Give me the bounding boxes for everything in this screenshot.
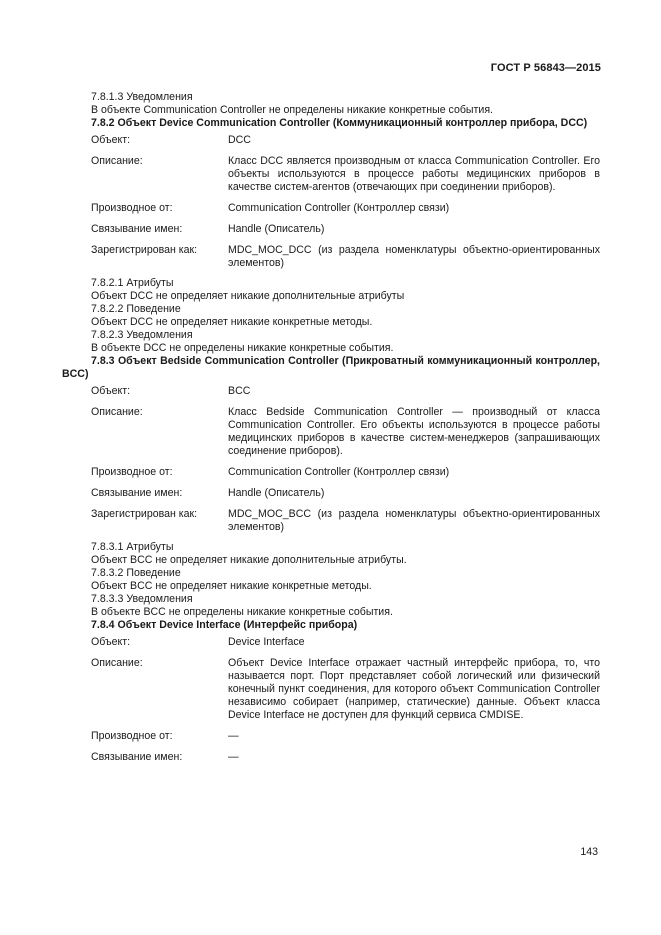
table-row [91, 406, 600, 458]
section-heading-device-interface: 7.8.4 Объект Device Interface (Интерфейс прибора) [91, 619, 358, 631]
row-label: Производное от: [91, 730, 173, 742]
table-row [91, 487, 600, 500]
table-row [91, 730, 600, 743]
subsection-text: В объекте BCC не определены никакие конкретные события. [91, 606, 393, 618]
definition-table-dcc [91, 134, 600, 270]
subsection-title: 7.8.2.2 Поведение [91, 303, 181, 315]
row-label: Связывание имен: [91, 223, 183, 235]
subsection-text: Объект DCC не определяет никакие дополнительные атрибуты [91, 290, 405, 302]
row-label: Объект: [91, 385, 131, 397]
document-header: ГОСТ Р 56843—2015 [490, 62, 601, 74]
subsection-title: 7.8.3.2 Поведение [91, 567, 181, 579]
row-value: Communication Controller (Контроллер связи) [228, 202, 450, 214]
section-heading-bcc: 7.8.3 Объект Bedside Communication Controller (Прикроватный коммуникационный контроллер, BCC) [62, 355, 600, 380]
row-label: Описание: [91, 406, 143, 418]
subsection-title: 7.8.3.3 Уведомления [91, 593, 193, 605]
subsection-text: В объекте DCC не определены никакие конкретные события. [91, 342, 394, 354]
table-row [91, 466, 600, 479]
section-heading-dcc: 7.8.2 Объект Device Communication Controller (Коммуникационный контроллер прибора, DCC) [91, 117, 588, 129]
row-value: BCC [228, 385, 251, 397]
table-row [91, 636, 600, 649]
table-row [91, 657, 600, 722]
subsection-text: Объект DCC не определяет никакие конкретные методы. [91, 316, 373, 328]
row-value: Handle (Описатель) [228, 223, 325, 235]
subsection-title: 7.8.2.1 Атрибуты [91, 277, 174, 289]
row-label: Производное от: [91, 202, 173, 214]
row-value: Класс Bedside Communication Controller — производный от класса Communication Controller. Его объекты используются в процессе работы медицинских приборов в качестве систем-менеджеров (запрашивающих соединение приборов). [228, 406, 600, 457]
row-label: Связывание имен: [91, 751, 183, 763]
subsection-text: Объект BCC не определяет никакие дополнительные атрибуты. [91, 554, 407, 566]
row-value: Класс DCC является производным от класса Communication Controller. Его объекты используются в процессе работы медицинских приборов в качестве систем-агентов (отвечающих при соединении приборов). [228, 155, 600, 193]
row-value: Объект Device Interface отражает частный интерфейс прибора, то, что называется порт. Порт представляет собой логический или физический конечный пункт соединения, для которого объект Communication Controller независимо собирает (например, статические) данные. Объект класса Device Interface не доступен для функций сервиса CMDISE. [228, 657, 600, 721]
row-label: Описание: [91, 155, 143, 167]
subsection-text: Объект BCC не определяет никакие конкретные методы. [91, 580, 372, 592]
row-label: Зарегистрирован как: [91, 244, 198, 256]
row-value: Communication Controller (Контроллер связи) [228, 466, 450, 478]
table-row [91, 751, 600, 764]
row-label: Связывание имен: [91, 487, 183, 499]
row-value: MDC_MOC_BCC (из раздела номенклатуры объектно-ориентированных элементов) [228, 508, 600, 533]
subsection-title: 7.8.2.3 Уведомления [91, 329, 193, 341]
table-row [91, 202, 600, 215]
row-value: — [228, 730, 239, 742]
table-row [91, 155, 600, 194]
row-label: Объект: [91, 134, 131, 146]
page-content [62, 91, 600, 771]
table-row [91, 244, 600, 270]
table-row [91, 223, 600, 236]
definition-table-device-interface [91, 636, 600, 764]
row-label: Описание: [91, 657, 143, 669]
row-value: Handle (Описатель) [228, 487, 325, 499]
subsection-title: 7.8.3.1 Атрибуты [91, 541, 174, 553]
row-value: DCC [228, 134, 251, 146]
row-label: Объект: [91, 636, 131, 648]
subsection-text: В объекте Communication Controller не определены никакие конкретные события. [91, 104, 493, 116]
row-label: Производное от: [91, 466, 173, 478]
definition-table-bcc [91, 385, 600, 534]
row-value: — [228, 751, 239, 763]
table-row [91, 508, 600, 534]
page-number: 143 [580, 846, 598, 858]
table-row [91, 385, 600, 398]
row-value: MDC_MOC_DCC (из раздела номенклатуры объектно-ориентированных элементов) [228, 244, 600, 269]
row-label: Зарегистрирован как: [91, 508, 198, 520]
subsection-title: 7.8.1.3 Уведомления [91, 91, 193, 103]
table-row [91, 134, 600, 147]
row-value: Device Interface [228, 636, 305, 648]
